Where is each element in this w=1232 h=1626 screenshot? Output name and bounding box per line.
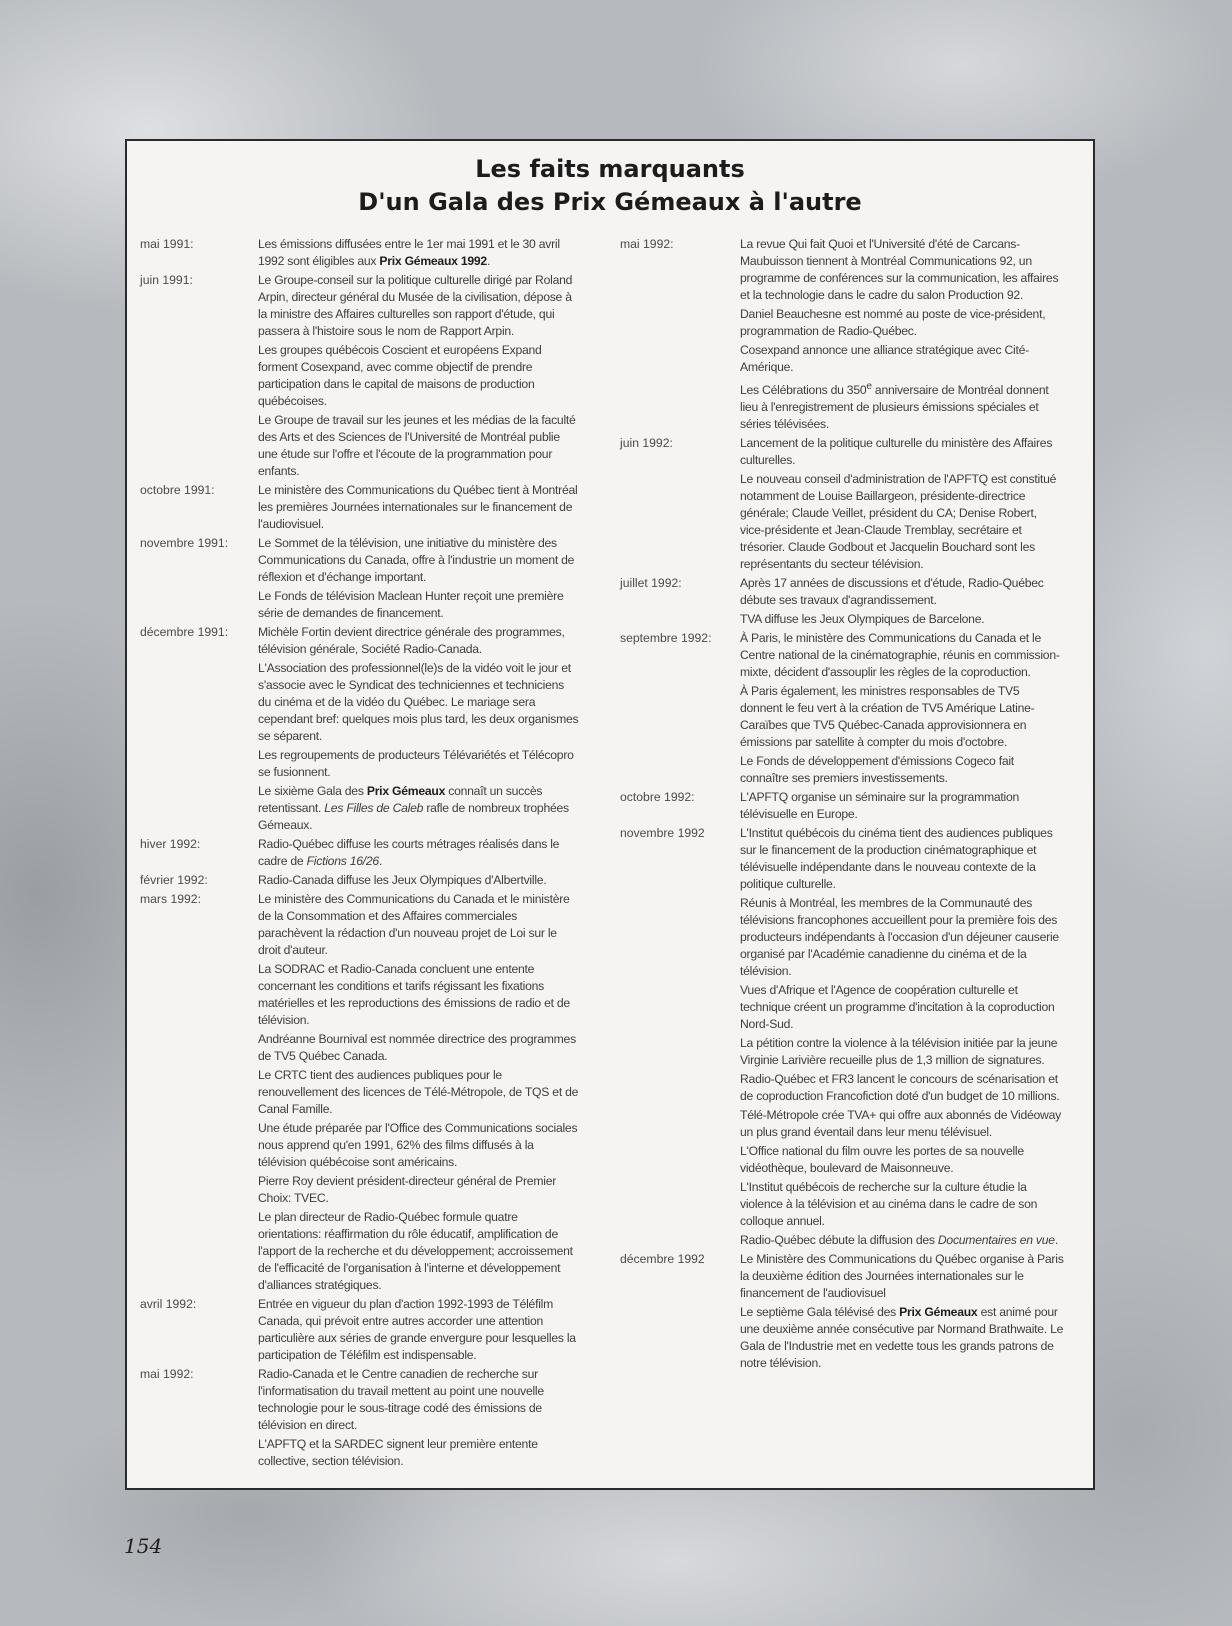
- timeline-entry: [140, 1296, 580, 1364]
- entry-text: Après 17 années de discussions et d'étude, Radio-Québec débute ses travaux d'agrandissement.: [740, 576, 1044, 608]
- entry-date: mai 1992:: [140, 1367, 194, 1381]
- entry-date: mars 1992:: [140, 892, 201, 906]
- entry-text: Pierre Roy devient président-directeur général de Premier Choix: TVEC.: [258, 1174, 557, 1205]
- entry-text: Réunis à Montréal, les membres de la Communauté des télévisions francophones accueillent pour la première fois des producteurs indépendants à l'occasion d'un déjeuner causerie organisé par l'Académie canadienne du cinéma et de la télévision.: [740, 896, 1059, 979]
- timeline-entry: [140, 624, 580, 834]
- entry-text: Le Fonds de développement d'émissions Cogeco fait connaître ses premiers investissements.: [740, 754, 1014, 786]
- page-number: 154: [124, 1534, 163, 1558]
- entry-date: juin 1992:: [620, 436, 673, 451]
- entry-items: [258, 872, 580, 889]
- timeline-entry: [140, 236, 580, 270]
- entry-text: Daniel Beauchesne est nommé au poste de vice-président, programmation de Radio-Québec.: [740, 307, 1046, 338]
- entry-date: décembre 1991:: [140, 625, 229, 639]
- timeline-entry: [140, 891, 580, 1294]
- entry-text: Vues d'Afrique et l'Agence de coopération culturelle et technique créent un programme d'incitation à la coproduction Nord-Sud.: [740, 983, 1055, 1032]
- timeline-entry: [620, 435, 1064, 573]
- entry-text: La pétition contre la violence à la télévision initiée par la jeune Virginie Larivière recueille plus de 1,3 million de signatures.: [740, 1036, 1058, 1068]
- entry-text: Télé-Métropole crée TVA+ qui offre aux abonnés de Vidéoway un plus grand éventail dans leur menu télévisuel.: [740, 1108, 1061, 1140]
- timeline-left-column: [140, 236, 580, 1472]
- entry-text: La SODRAC et Radio-Canada concluent une entente concernant les conditions et tarifs régissant les fixations matérielles et les reproductions des émissions de radio et de télévision.: [258, 962, 570, 1027]
- timeline-entry: [620, 630, 1064, 787]
- timeline-entry: [140, 1366, 580, 1470]
- entry-text: Radio-Québec et FR3 lancent le concours de scénarisation et de coproduction Francofiction doté d'un budget de 10 millions.: [740, 1072, 1060, 1104]
- timeline-entry: [140, 872, 580, 889]
- entry-date: octobre 1992:: [620, 790, 695, 805]
- entry-text: Le ministère des Communications du Québec tient à Montréal les premières Journées internationales sur le financement de l'audiovisuel.: [258, 483, 578, 531]
- entry-items: [258, 836, 580, 870]
- entry-text: Radio-Canada diffuse les Jeux Olympiques d'Albertville.: [258, 873, 547, 887]
- title-line-1: Les faits marquants: [475, 155, 745, 183]
- entry-items: [258, 482, 580, 533]
- entry-items: [740, 789, 1064, 823]
- entry-text: Le septième Gala télévisé des Prix Gémeaux est animé pour une deuxième année consécutive par Normand Brathwaite. Le Gala de l'Industrie met en vedette tous les grands patrons de notre télévision.: [740, 1305, 1064, 1371]
- timeline-entry: [620, 575, 1064, 628]
- entry-date: septembre 1992:: [620, 631, 712, 646]
- timeline-entry: [620, 789, 1064, 823]
- entry-items: [740, 575, 1064, 628]
- entry-text: Le plan directeur de Radio-Québec formule quatre orientations: réaffirmation du rôle éducatif, amplification de l'apport de la recherche et du développement; accroissement de l'efficacité de l'organisation à l'interne et développement d'alliances stratégiques.: [258, 1210, 573, 1292]
- timeline-entry: [620, 1251, 1064, 1372]
- entry-text: L'Institut québécois de recherche sur la culture étudie la violence à la télévision et au cinéma dans le cadre de son colloque annuel.: [740, 1180, 1038, 1229]
- entry-date: juillet 1992:: [620, 576, 682, 591]
- entry-text: Le Groupe-conseil sur la politique culturelle dirigé par Roland Arpin, directeur général du Musée de la civilisation, dépose à la ministre des Affaires culturelles son rapport d'étude, qui passera à l'histoire sous le nom de Rapport Arpin.: [258, 273, 573, 338]
- entry-items: [740, 630, 1064, 787]
- entry-date: juin 1991:: [140, 273, 193, 287]
- timeline-entry: [140, 535, 580, 622]
- entry-text: Le Groupe de travail sur les jeunes et les médias de la faculté des Arts et des Sciences de l'Université de Montréal publie une étude sur l'offre et l'écoute de la programmation pour enfants.: [258, 413, 576, 478]
- entry-items: [258, 272, 580, 480]
- entry-items: [258, 624, 580, 834]
- entry-date: mai 1991:: [140, 237, 194, 251]
- entry-items: [258, 535, 580, 622]
- entry-text: L'APFTQ et la SARDEC signent leur première entente collective, section télévision.: [258, 1437, 538, 1468]
- entry-text: La revue Qui fait Quoi et l'Université d'été de Carcans-Maubuisson tiennent à Montréal Communications 92, un programme de conférences sur la communication, les affaires et la technologie dans le cadre du salon Production 92.: [740, 237, 1059, 302]
- entry-text: Le sixième Gala des Prix Gémeaux connaît un succès retentissant. Les Filles de Caleb rafle de nombreux trophées Gémeaux.: [258, 784, 569, 832]
- entry-items: [740, 1251, 1064, 1372]
- entry-text: Les groupes québécois Coscient et européens Expand forment Cosexpand, avec comme objectif de prendre participation dans le capital de maisons de production québécoises.: [258, 343, 542, 408]
- entry-text: Le Sommet de la télévision, une initiative du ministère des Communications du Canada, offre à l'industrie un moment de réflexion et d'échange important.: [258, 536, 575, 584]
- timeline-right-column: [620, 236, 1064, 1374]
- entry-date: novembre 1991:: [140, 536, 229, 550]
- entry-text: Radio-Canada et le Centre canadien de recherche sur l'informatisation du travail mettent au point une nouvelle technologie pour le sous-titrage codé des émissions de télévision en direct.: [258, 1367, 544, 1432]
- entry-text: L'Institut québécois du cinéma tient des audiences publiques sur le financement de la production cinématographique et télévisuelle indépendante dans le nouveau contexte de la politique culturelle.: [740, 826, 1053, 892]
- entry-items: [258, 891, 580, 1294]
- entry-text: TVA diffuse les Jeux Olympiques de Barcelone.: [740, 612, 985, 627]
- entry-date: octobre 1991:: [140, 483, 215, 497]
- timeline-entry: [140, 836, 580, 870]
- entry-date: décembre 1992: [620, 1252, 705, 1267]
- entry-items: [740, 435, 1064, 573]
- page-title: [127, 153, 1093, 219]
- title-line-2: D'un Gala des Prix Gémeaux à l'autre: [358, 188, 862, 216]
- timeline-entry: [140, 482, 580, 533]
- content-panel: [125, 139, 1095, 1490]
- entry-items: [258, 236, 580, 270]
- entry-items: [740, 825, 1064, 1249]
- entry-items: [258, 1296, 580, 1364]
- timeline-entry: [620, 236, 1064, 433]
- entry-text: Le Fonds de télévision Maclean Hunter reçoit une première série de demandes de financement.: [258, 589, 564, 620]
- entry-text: L'APFTQ organise un séminaire sur la programmation télévisuelle en Europe.: [740, 790, 1020, 822]
- entry-text: Lancement de la politique culturelle du ministère des Affaires culturelles.: [740, 436, 1053, 468]
- entry-date: mai 1992:: [620, 237, 674, 251]
- entry-items: [740, 236, 1064, 433]
- entry-text: Cosexpand annonce une alliance stratégique avec Cité-Amérique.: [740, 343, 1029, 374]
- entry-text: Les Célébrations du 350e anniversaire de Montréal donnent lieu à l'enregistrement de plusieurs émissions spéciales et séries télévisées.: [740, 381, 1049, 432]
- entry-text: Radio-Québec diffuse les courts métrages réalisés dans le cadre de Fictions 16/26.: [258, 837, 560, 868]
- entry-text: L'Office national du film ouvre les portes de sa nouvelle vidéothèque, boulevard de Maisonneuve.: [740, 1144, 1024, 1176]
- entry-text: Le nouveau conseil d'administration de l'APFTQ est constitué notamment de Louise Baillargeon, présidente-directrice générale; Claude Veillet, président du CA; Denise Robert, vice-présidente et Jean-Claude Tremblay, secrétaire et trésorier. Claude Godbout et Jacquelin Bouchard sont les représentants du secteur télévision.: [740, 472, 1057, 572]
- entry-text: À Paris également, les ministres responsables de TV5 donnent le feu vert à la création de TV5 Amérique Latine-Caraïbes que TV5 Québec-Canada approvisionnera en émissions par satellite à compter du mois d'octobre.: [740, 684, 1035, 750]
- entry-text: Une étude préparée par l'Office des Communications sociales nous apprend qu'en 1991, 62% des films diffusés à la télévision québécoise sont américains.: [258, 1121, 578, 1169]
- timeline-entry: [140, 272, 580, 480]
- entry-text: Les regroupements de producteurs Télévariétés et Télécopro se fusionnent.: [258, 748, 574, 779]
- entry-date: février 1992:: [140, 873, 208, 887]
- entry-text: L'Association des professionnel(le)s de la vidéo voit le jour et s'associe avec le Syndicat des techniciennes et techniciens du cinéma et de la vidéo du Québec. Le mariage sera cependant bref: quelques mois plus tard, les deux organismes se séparent.: [258, 661, 579, 743]
- entry-text: Entrée en vigueur du plan d'action 1992-1993 de Téléfilm Canada, qui prévoit entre autres accorder une attention particulière aux séries de grande envergure pour lesquelles la participation de Téléfilm est indispensable.: [258, 1297, 576, 1362]
- entry-text: Les émissions diffusées entre le 1er mai 1991 et le 30 avril 1992 sont éligibles aux Prix Gémeaux 1992.: [258, 237, 560, 268]
- entry-date: hiver 1992:: [140, 837, 201, 851]
- entry-text: Le ministère des Communications du Canada et le ministère de la Consommation et des Affaires commerciales parachèvent la rédaction d'un nouveau projet de Loi sur le droit d'auteur.: [258, 892, 570, 957]
- entry-text: Andréanne Bournival est nommée directrice des programmes de TV5 Québec Canada.: [258, 1032, 576, 1063]
- entry-text: À Paris, le ministère des Communications du Canada et le Centre national de la cinématographie, réunis en commission-mixte, décident d'assouplir les règles de la coproduction.: [740, 631, 1060, 680]
- entry-text: Le Ministère des Communications du Québec organise à Paris la deuxième édition des Journées internationales sur le financement de l'audiovisuel: [740, 1252, 1064, 1301]
- entry-text: Michèle Fortin devient directrice générale des programmes, télévision générale, Société Radio-Canada.: [258, 625, 565, 656]
- entry-date: novembre 1992: [620, 826, 705, 841]
- timeline-entry: [620, 825, 1064, 1249]
- entry-text: Le CRTC tient des audiences publiques pour le renouvellement des licences de Télé-Métropole, de TQS et de Canal Famille.: [258, 1068, 579, 1116]
- entry-items: [258, 1366, 580, 1470]
- entry-text: Radio-Québec débute la diffusion des Documentaires en vue.: [740, 1233, 1058, 1248]
- entry-date: avril 1992:: [140, 1297, 197, 1311]
